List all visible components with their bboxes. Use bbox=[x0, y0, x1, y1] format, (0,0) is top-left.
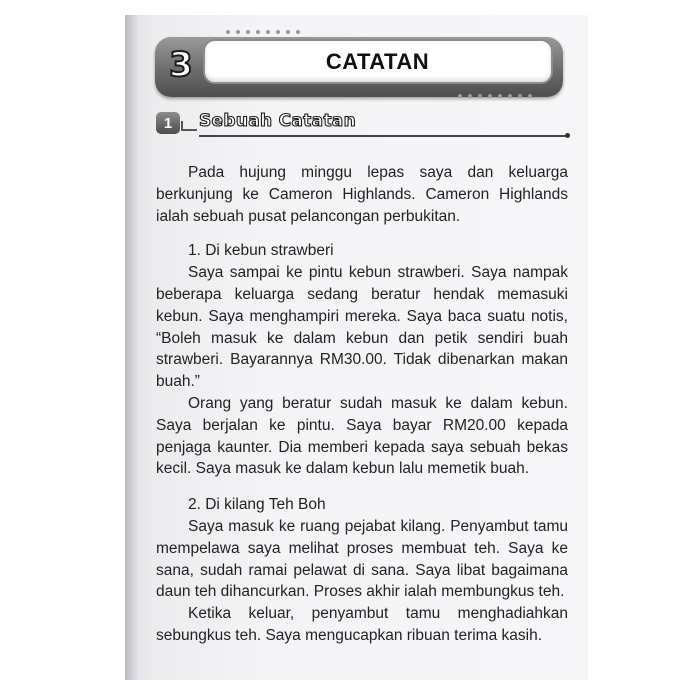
decorative-dots-bottom bbox=[458, 94, 532, 98]
chapter-number: 3 bbox=[169, 45, 193, 85]
intro-paragraph: Pada hujung minggu lepas saya dan keluarga berkunjung ke Cameron Highlands. Cameron Highlands ialah sebuah pusat pelancongan perbukitan. bbox=[156, 164, 568, 225]
section-underline-dot bbox=[565, 133, 570, 138]
part-2-paragraph-2: Ketika keluar, penyambut tamu menghadiahkan sebungkus teh. Saya mengucapkan ribuan terima kasih. bbox=[156, 605, 568, 644]
chapter-title: CATATAN bbox=[325, 48, 430, 74]
section-underline bbox=[199, 135, 567, 137]
book-spine-shadow bbox=[125, 15, 139, 680]
part-2-heading: 2. Di kilang Teh Boh bbox=[188, 496, 326, 514]
book-page bbox=[125, 15, 588, 680]
section-number-badge: 1 bbox=[156, 112, 180, 134]
part-2-paragraph-1: Saya masuk ke ruang pejabat kilang. Penyambut tamu mempelawa saya melihat proses membuat teh. Saya ke sana, sudah ramai pelawat di sana. Saya libat bagaimana daun teh dihancurkan. Proses akhir ialah membungkus teh. bbox=[156, 517, 568, 601]
section-title: Sebuah Catatan bbox=[199, 111, 356, 131]
article-body bbox=[156, 162, 568, 647]
part-1-paragraph-1: Saya sampai ke pintu kebun strawberi. Saya nampak beberapa keluarga sedang beratur hendak memasuki kebun. Saya menghampiri mereka. Saya baca suatu notis, “Boleh masuk ke dalam kebun dan petik sendiri buah strawberi. Bayarannya RM30.00. Tidak dibenarkan makan buah.” bbox=[156, 264, 568, 391]
section-connector bbox=[181, 121, 197, 131]
part-1-heading: 1. Di kebun strawberi bbox=[188, 242, 334, 260]
decorative-dots-top bbox=[226, 30, 300, 34]
part-1-paragraph-2: Orang yang beratur sudah masuk ke dalam kebun. Saya berjalan ke pintu. Saya bayar RM20.00 kepada penjaga kaunter. Dia memberi kepada saya sebuah bekas kecil. Saya masuk ke dalam kebun lalu memetik buah. bbox=[156, 394, 568, 478]
